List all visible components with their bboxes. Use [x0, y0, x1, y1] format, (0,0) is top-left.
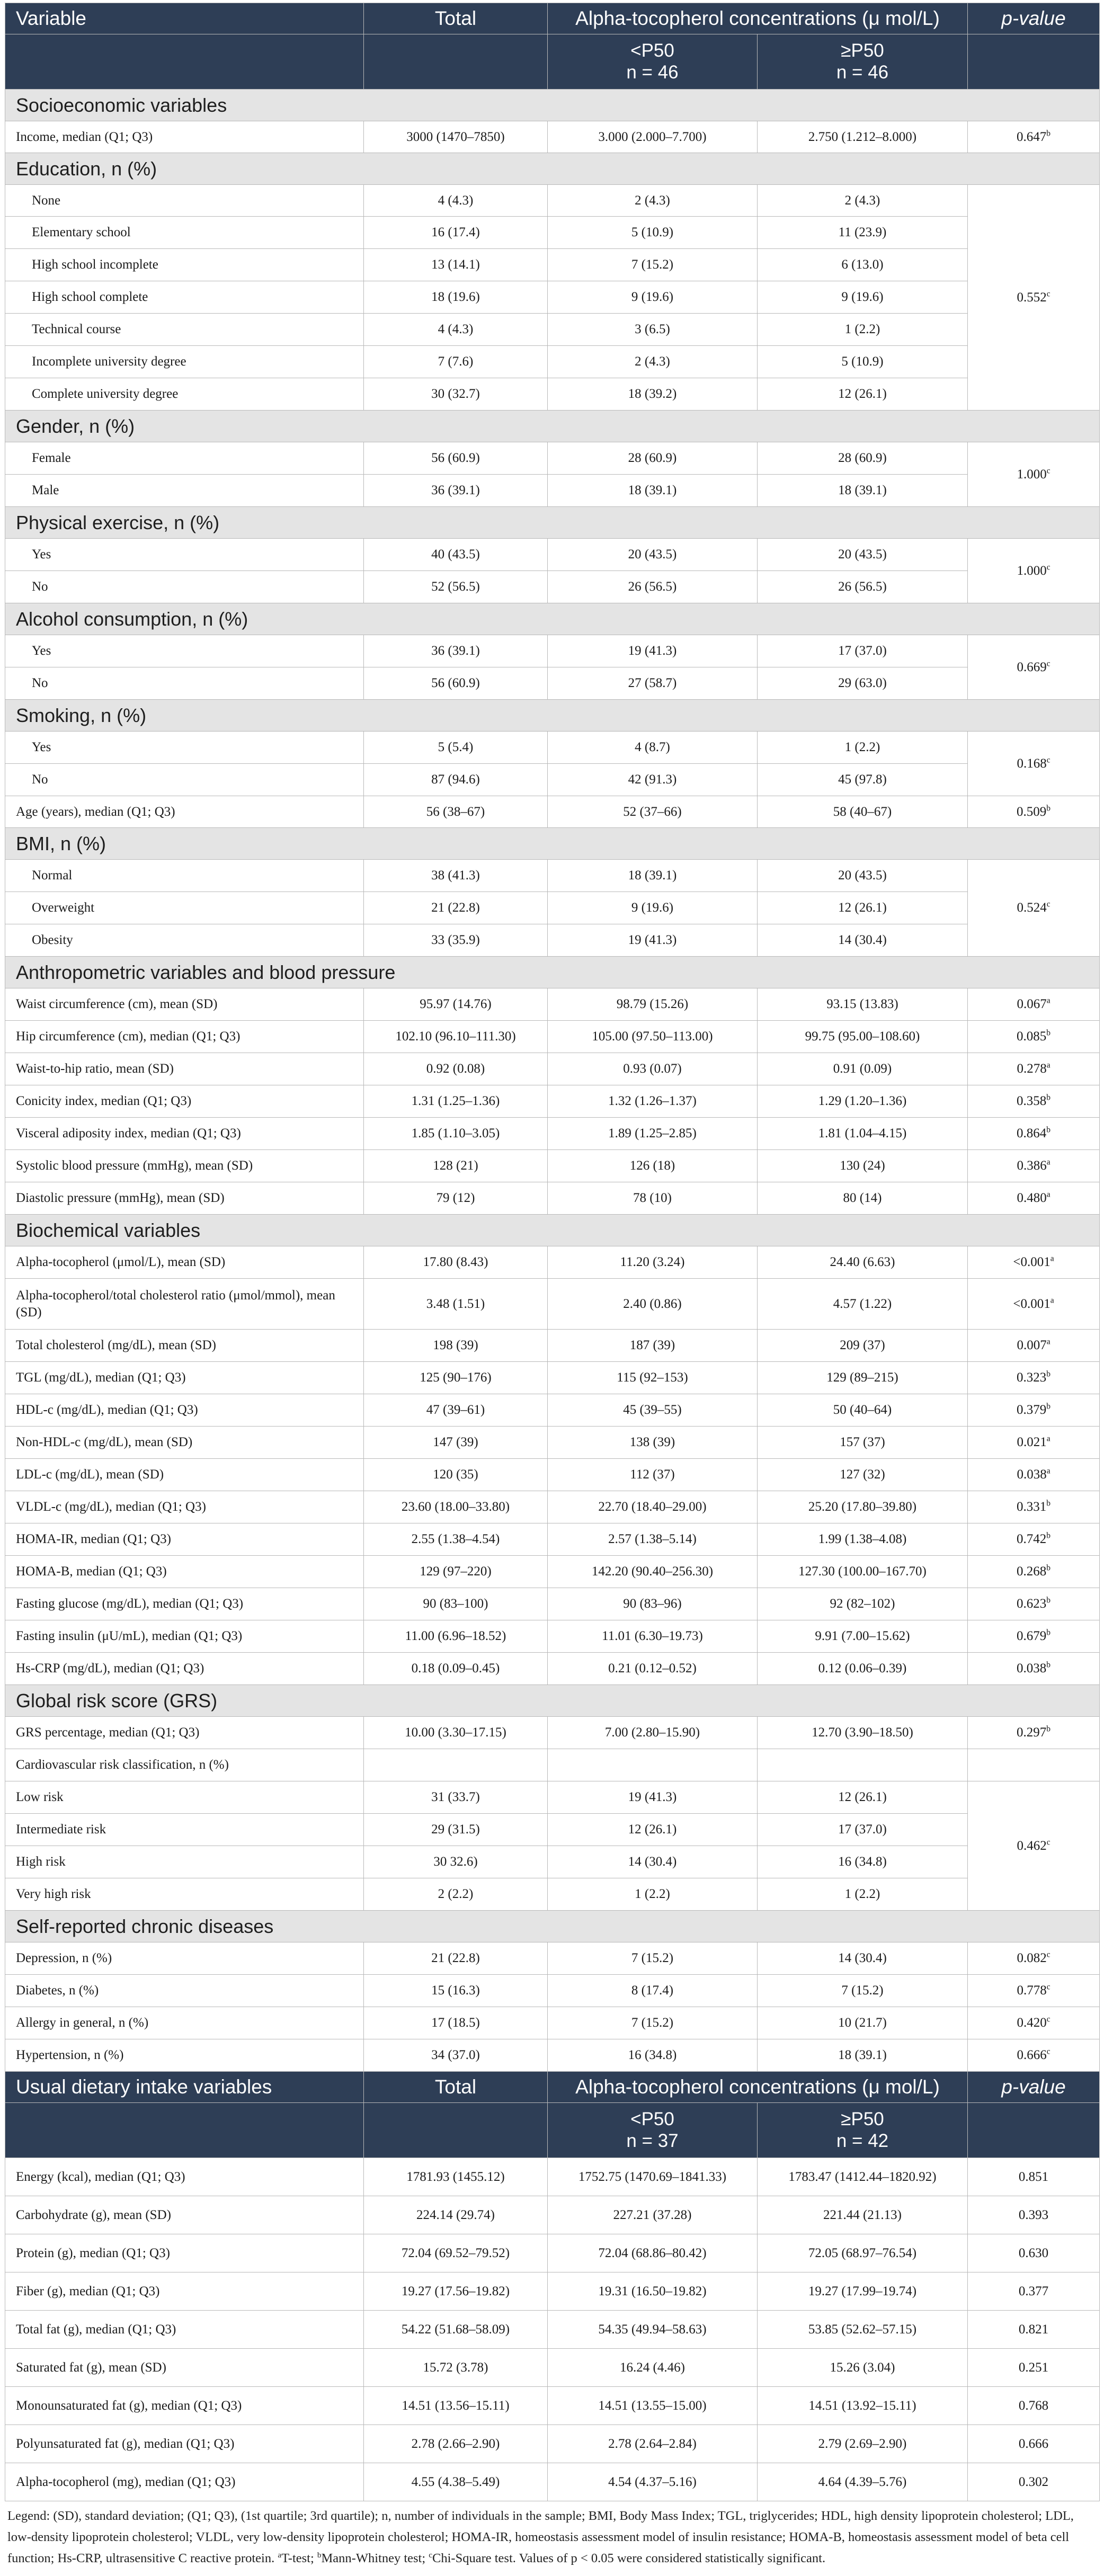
- table-row: Hypertension, n (%) 34 (37.0) 16 (34.8) 18 (39.1) 0.666$^c$: [5, 2039, 1100, 2072]
- table-row: Complete university degree 30 (32.7) 18 (39.2) 12 (26.1): [5, 378, 1100, 411]
- p-value: 0.251: [968, 2349, 1100, 2387]
- section-row: [5, 1215, 1100, 1246]
- p-value: 0.268$^b$: [968, 1556, 1100, 1588]
- header-pvalue: p-value: [968, 2072, 1100, 2103]
- table-row: Elementary school 16 (17.4) 5 (10.9) 11 (23.9): [5, 217, 1100, 249]
- p-value: 0.302: [968, 2463, 1100, 2501]
- table-row: Age (years), median (Q1; Q3) 56 (38–67) 52 (37–66) 58 (40–67) 0.509$^b$: [5, 796, 1100, 828]
- section-title: Education, n (%): [5, 153, 1100, 185]
- p-value: 0.509$^b$: [968, 796, 1100, 828]
- p-value: 0.480$^a$: [968, 1182, 1100, 1215]
- table-row: Hip circumference (cm), median (Q1; Q3) 102.10 (96.10–111.30) 105.00 (97.50–113.00) 99.75 (95.00–108.60) 0.085$^b$: [5, 1021, 1100, 1053]
- header-low-group: <P50 n = 46: [548, 34, 758, 90]
- table-row: High risk 30 32.6) 14 (30.4) 16 (34.8): [5, 1846, 1100, 1878]
- section-title: BMI, n (%): [5, 828, 1100, 860]
- section-row: [5, 603, 1100, 635]
- table-row: HOMA-B, median (Q1; Q3) 129 (97–220) 142.20 (90.40–256.30) 127.30 (100.00–167.70) 0.268$^b$: [5, 1556, 1100, 1588]
- table-row: Visceral adiposity index, median (Q1; Q3) 1.85 (1.10–3.05) 1.89 (1.25–2.85) 1.81 (1.04–4.15) 0.864$^b$: [5, 1118, 1100, 1150]
- p-value: 0.007$^a$: [968, 1330, 1100, 1362]
- p-value: 0.038$^b$: [968, 1653, 1100, 1685]
- p-value: 0.021$^a$: [968, 1427, 1100, 1459]
- section-row: [5, 1911, 1100, 1942]
- table-row: LDL-c (mg/dL), mean (SD) 120 (35) 112 (37) 127 (32) 0.038$^a$: [5, 1459, 1100, 1491]
- table2-subheader-row: [5, 2103, 1100, 2158]
- table-row: Hs-CRP (mg/dL), median (Q1; Q3) 0.18 (0.09–0.45) 0.21 (0.12–0.52) 0.12 (0.06–0.39) 0.038$^b$: [5, 1653, 1100, 1685]
- table-row: Fiber (g), median (Q1; Q3) 19.27 (17.56–19.82) 19.31 (16.50–19.82) 19.27 (17.99–19.74) 0.377: [5, 2272, 1100, 2311]
- table-row: Yes 36 (39.1) 19 (41.3) 17 (37.0) 0.669$^c$: [5, 635, 1100, 667]
- table-row: HOMA-IR, median (Q1; Q3) 2.55 (1.38–4.54) 2.57 (1.38–5.14) 1.99 (1.38–4.08) 0.742$^b$: [5, 1523, 1100, 1556]
- p-value: 0.067$^a$: [968, 988, 1100, 1021]
- header-pvalue: p-value: [968, 3, 1100, 34]
- table-row: HDL-c (mg/dL), median (Q1; Q3) 47 (39–61) 45 (39–55) 50 (40–64) 0.379$^b$: [5, 1394, 1100, 1427]
- header-low-group: <P50 n = 37: [548, 2103, 758, 2158]
- p-value: 0.393: [968, 2196, 1100, 2234]
- section-row: [5, 507, 1100, 539]
- p-value: 0.297$^b$: [968, 1717, 1100, 1749]
- table2-header-row: [5, 2072, 1100, 2103]
- table-row: None 4 (4.3) 2 (4.3) 2 (4.3) 0.552$^c$: [5, 185, 1100, 217]
- p-value: 0.768: [968, 2387, 1100, 2425]
- section-row: [5, 153, 1100, 185]
- header-group: Alpha-tocopherol concentrations (μ mol/L): [548, 2072, 968, 2103]
- table-row: Low risk 31 (33.7) 19 (41.3) 12 (26.1) 0.462$^c$: [5, 1781, 1100, 1814]
- section-title: Physical exercise, n (%): [5, 507, 1100, 539]
- p-value: 0.377: [968, 2272, 1100, 2311]
- table-row: Saturated fat (g), mean (SD) 15.72 (3.78) 16.24 (4.46) 15.26 (3.04) 0.251: [5, 2349, 1100, 2387]
- table-row: Fasting glucose (mg/dL), median (Q1; Q3) 90 (83–100) 90 (83–96) 92 (82–102) 0.623$^b$: [5, 1588, 1100, 1620]
- section-row: [5, 1685, 1100, 1717]
- section-row: [5, 828, 1100, 860]
- p-value: 0.462$^c$: [968, 1781, 1100, 1911]
- table-row: Technical course 4 (4.3) 3 (6.5) 1 (2.2): [5, 314, 1100, 346]
- p-value: 0.623$^b$: [968, 1588, 1100, 1620]
- table-row: VLDL-c (mg/dL), median (Q1; Q3) 23.60 (18.00–33.80) 22.70 (18.40–29.00) 25.20 (17.80–39.80) 0.331$^b$: [5, 1491, 1100, 1523]
- header-high-group: ≥P50 n = 42: [758, 2103, 968, 2158]
- table-row: Normal 38 (41.3) 18 (39.1) 20 (43.5) 0.524$^c$: [5, 860, 1100, 892]
- section-title: Biochemical variables: [5, 1215, 1100, 1246]
- table-row: Obesity 33 (35.9) 19 (41.3) 14 (30.4): [5, 924, 1100, 957]
- header-total: Total: [364, 2072, 548, 2103]
- table-row: Very high risk 2 (2.2) 1 (2.2) 1 (2.2): [5, 1878, 1100, 1911]
- table-row: Cardiovascular risk classification, n (%): [5, 1749, 1100, 1781]
- table-row: No 87 (94.6) 42 (91.3) 45 (97.8): [5, 764, 1100, 796]
- page: [0, 3, 1104, 2576]
- header-total: Total: [364, 3, 548, 34]
- table-row: Conicity index, median (Q1; Q3) 1.31 (1.25–1.36) 1.32 (1.26–1.37) 1.29 (1.20–1.36) 0.358$^b$: [5, 1085, 1100, 1118]
- table-row: Total cholesterol (mg/dL), mean (SD) 198 (39) 187 (39) 209 (37) 0.007$^a$: [5, 1330, 1100, 1362]
- table-row: Waist circumference (cm), mean (SD) 95.97 (14.76) 98.79 (15.26) 93.15 (13.83) 0.067$^a$: [5, 988, 1100, 1021]
- p-value: 0.524$^c$: [968, 860, 1100, 957]
- table-row: Depression, n (%) 21 (22.8) 7 (15.2) 14 (30.4) 0.082$^c$: [5, 1942, 1100, 1975]
- table-row: No 56 (60.9) 27 (58.7) 29 (63.0): [5, 667, 1100, 700]
- table-row: TGL (mg/dL), median (Q1; Q3) 125 (90–176) 115 (92–153) 129 (89–215) 0.323$^b$: [5, 1362, 1100, 1394]
- table-row: Male 36 (39.1) 18 (39.1) 18 (39.1): [5, 475, 1100, 507]
- section-title: Global risk score (GRS): [5, 1685, 1100, 1717]
- table-row: Incomplete university degree 7 (7.6) 2 (4.3) 5 (10.9): [5, 346, 1100, 378]
- p-value: <0.001$^a$: [968, 1279, 1100, 1330]
- table-row: Non-HDL-c (mg/dL), mean (SD) 147 (39) 138 (39) 157 (37) 0.021$^a$: [5, 1427, 1100, 1459]
- table-row: Waist-to-hip ratio, mean (SD) 0.92 (0.08) 0.93 (0.07) 0.91 (0.09) 0.278$^a$: [5, 1053, 1100, 1085]
- p-value: 0.085$^b$: [968, 1021, 1100, 1053]
- table-row: Yes 40 (43.5) 20 (43.5) 20 (43.5) 1.000$^c$: [5, 539, 1100, 571]
- p-value: <0.001$^a$: [968, 1246, 1100, 1279]
- table-row: GRS percentage, median (Q1; Q3) 10.00 (3.30–17.15) 7.00 (2.80–15.90) 12.70 (3.90–18.50) 0.297$^b$: [5, 1717, 1100, 1749]
- p-value: 0.082$^c$: [968, 1942, 1100, 1975]
- section-title: Self-reported chronic diseases: [5, 1911, 1100, 1942]
- p-value: 0.666$^c$: [968, 2039, 1100, 2072]
- table-row: Energy (kcal), median (Q1; Q3) 1781.93 (1455.12) 1752.75 (1470.69–1841.33) 1783.47 (1412.44–1820.92) 0.851: [5, 2158, 1100, 2196]
- p-value: 0.379$^b$: [968, 1394, 1100, 1427]
- section-title: Anthropometric variables and blood pressure: [5, 957, 1100, 988]
- table-row: Total fat (g), median (Q1; Q3) 54.22 (51.68–58.09) 54.35 (49.94–58.63) 53.85 (52.62–57.15) 0.821: [5, 2311, 1100, 2349]
- p-value: 0.778$^c$: [968, 1975, 1100, 2007]
- table-row: Fasting insulin (μU/mL), median (Q1; Q3) 11.00 (6.96–18.52) 11.01 (6.30–19.73) 9.91 (7.00–15.62) 0.679$^b$: [5, 1620, 1100, 1653]
- section-title: Socioeconomic variables: [5, 90, 1100, 121]
- section-row: [5, 90, 1100, 121]
- section-title: Gender, n (%): [5, 411, 1100, 442]
- p-value: 0.420$^c$: [968, 2007, 1100, 2039]
- p-value: 0.851: [968, 2158, 1100, 2196]
- p-value: 0.038$^a$: [968, 1459, 1100, 1491]
- table-row: Protein (g), median (Q1; Q3) 72.04 (69.52–79.52) 72.04 (68.86–80.42) 72.05 (68.97–76.54) 0.630: [5, 2234, 1100, 2272]
- table-row: Carbohydrate (g), mean (SD) 224.14 (29.74) 227.21 (37.28) 221.44 (21.13) 0.393: [5, 2196, 1100, 2234]
- results-table: [5, 3, 1100, 2501]
- p-value: 0.679$^b$: [968, 1620, 1100, 1653]
- table-legend: Legend: (SD), standard deviation; (Q1; Q3), (1st quartile; 3rd quartile); n, number of individuals in the sample; BMI, Body Mass Index; TGL, triglycerides; HDL, high density lipoprotein cholesterol; LDL, low-density lipoprotein cholesterol; VLDL, very low-density lipoprotein cholesterol; HOMA-IR, homeostasis assessment model of insulin resistance; HOMA-B, homeostasis assessment model of beta cell function; Hs-CRP, ultrasensitive C reactive protein. $^a$T-test; $^b$Mann-Whitney test; $^c$Chi-Square test. Values of p < 0.05 were considered statistically significant.: [7, 2509, 1074, 2565]
- table1-subheader-row: [5, 34, 1100, 90]
- table-row: Yes 5 (5.4) 4 (8.7) 1 (2.2) 0.168$^c$: [5, 732, 1100, 764]
- p-value: 0.821: [968, 2311, 1100, 2349]
- header-variable: Variable: [5, 3, 364, 34]
- table-row: Overweight 21 (22.8) 9 (19.6) 12 (26.1): [5, 892, 1100, 924]
- p-value: 0.278$^a$: [968, 1053, 1100, 1085]
- section-title: Smoking, n (%): [5, 700, 1100, 732]
- p-value: 0.647$^b$: [968, 121, 1100, 153]
- table-row: Diastolic pressure (mmHg), mean (SD) 79 (12) 78 (10) 80 (14) 0.480$^a$: [5, 1182, 1100, 1215]
- header-high-group: ≥P50 n = 46: [758, 34, 968, 90]
- table-row: Monounsaturated fat (g), median (Q1; Q3) 14.51 (13.56–15.11) 14.51 (13.55–15.00) 14.51 (13.92–15.11) 0.768: [5, 2387, 1100, 2425]
- p-value: 0.552$^c$: [968, 185, 1100, 411]
- table-row: High school complete 18 (19.6) 9 (19.6) 9 (19.6): [5, 281, 1100, 314]
- section-title: Alcohol consumption, n (%): [5, 603, 1100, 635]
- table-row: Income, median (Q1; Q3) 3000 (1470–7850) 3.000 (2.000–7.700) 2.750 (1.212–8.000) 0.647$^b$: [5, 121, 1100, 153]
- section-row: [5, 700, 1100, 732]
- table1-header-row: [5, 3, 1100, 34]
- table-row: Alpha-tocopherol (mg), median (Q1; Q3) 4.55 (4.38–5.49) 4.54 (4.37–5.16) 4.64 (4.39–5.76) 0.302: [5, 2463, 1100, 2501]
- table-row: High school incomplete 13 (14.1) 7 (15.2) 6 (13.0): [5, 249, 1100, 281]
- p-value: 0.630: [968, 2234, 1100, 2272]
- table-row: Female 56 (60.9) 28 (60.9) 28 (60.9) 1.000$^c$: [5, 442, 1100, 475]
- p-value: 1.000$^c$: [968, 442, 1100, 507]
- p-value: 0.323$^b$: [968, 1362, 1100, 1394]
- table-row: Diabetes, n (%) 15 (16.3) 8 (17.4) 7 (15.2) 0.778$^c$: [5, 1975, 1100, 2007]
- header-group: Alpha-tocopherol concentrations (μ mol/L): [548, 3, 968, 34]
- section-row: [5, 411, 1100, 442]
- p-value: 0.168$^c$: [968, 732, 1100, 796]
- table-row: No 52 (56.5) 26 (56.5) 26 (56.5): [5, 571, 1100, 603]
- p-value: 0.386$^a$: [968, 1150, 1100, 1182]
- p-value: 0.331$^b$: [968, 1491, 1100, 1523]
- table-row: Alpha-tocopherol (μmol/L), mean (SD) 17.80 (8.43) 11.20 (3.24) 24.40 (6.63) <0.001$^a$: [5, 1246, 1100, 1279]
- p-value: 0.669$^c$: [968, 635, 1100, 700]
- p-value: 0.742$^b$: [968, 1523, 1100, 1556]
- table-row: Alpha-tocopherol/total cholesterol ratio (μmol/mmol), mean (SD) 3.48 (1.51) 2.40 (0.86) 4.57 (1.22) <0.001$^a$: [5, 1279, 1100, 1330]
- section-row: [5, 957, 1100, 988]
- table-row: Allergy in general, n (%) 17 (18.5) 7 (15.2) 10 (21.7) 0.420$^c$: [5, 2007, 1100, 2039]
- p-value: 0.358$^b$: [968, 1085, 1100, 1118]
- table-row: Intermediate risk 29 (31.5) 12 (26.1) 17 (37.0): [5, 1814, 1100, 1846]
- table-row: Polyunsaturated fat (g), median (Q1; Q3) 2.78 (2.66–2.90) 2.78 (2.64–2.84) 2.79 (2.69–2.90) 0.666: [5, 2425, 1100, 2463]
- table-row: Systolic blood pressure (mmHg), mean (SD) 128 (21) 126 (18) 130 (24) 0.386$^a$: [5, 1150, 1100, 1182]
- p-value: 1.000$^c$: [968, 539, 1100, 603]
- p-value: 0.666: [968, 2425, 1100, 2463]
- header-variable: Usual dietary intake variables: [5, 2072, 364, 2103]
- p-value: 0.864$^b$: [968, 1118, 1100, 1150]
